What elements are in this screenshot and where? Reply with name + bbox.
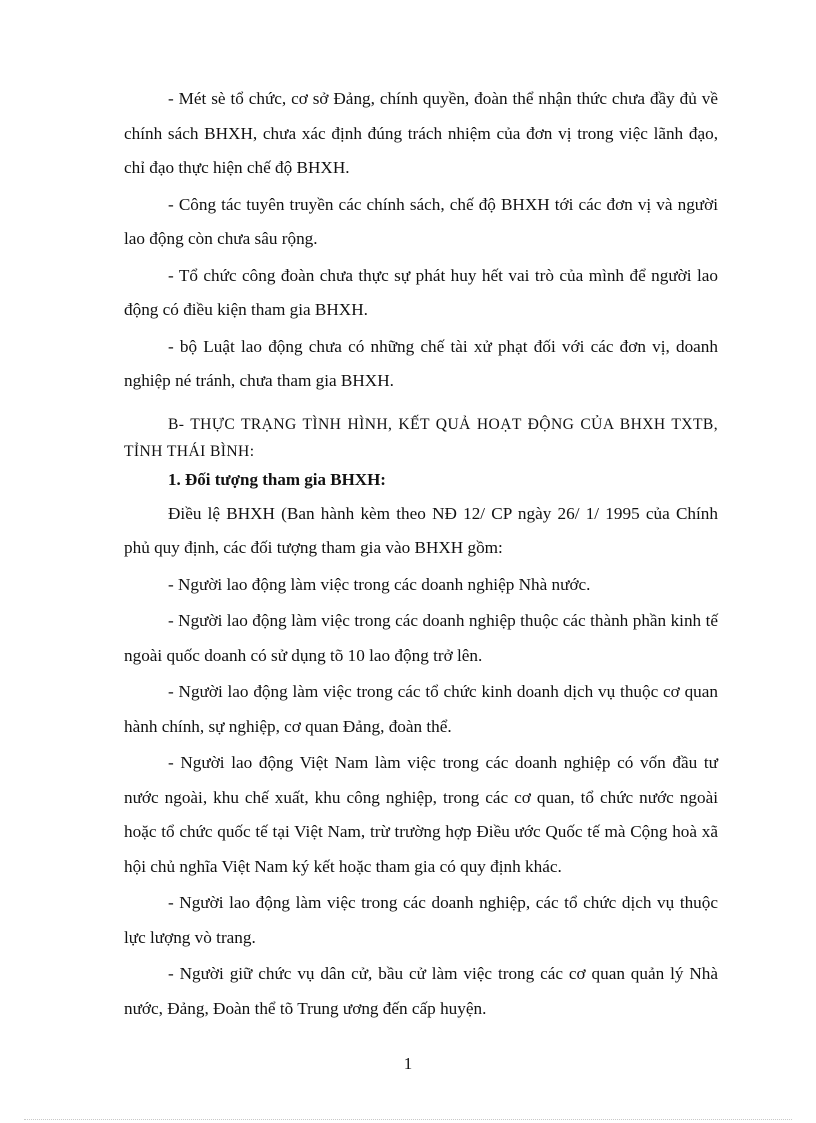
paragraph: - Người lao động làm việc trong các tổ chức kinh doanh dịch vụ thuộc cơ quan hành chính, sự nghiệp, cơ quan Đảng, đoàn thể. bbox=[124, 682, 718, 736]
paragraph: - Mét sè tổ chức, cơ sở Đảng, chính quyền, đoàn thể nhận thức chưa đầy đủ về chính sách BHXH, chưa xác định đúng trách nhiệm của đơn vị trong việc lãnh đạo, chỉ đạo thực hiện chế độ BHXH. bbox=[124, 89, 718, 177]
section-b-heading: B- THỰC TRẠNG TÌNH HÌNH, KẾT QUẢ HOẠT ĐỘNG CỦA BHXH TXTB, TỈNH THÁI BÌNH: bbox=[124, 415, 718, 460]
page-bottom-divider bbox=[24, 1119, 792, 1120]
paragraph: - Công tác tuyên truyền các chính sách, chế độ BHXH tới các đơn vị và người lao động còn chưa sâu rộng. bbox=[124, 194, 718, 248]
paragraph: - Người lao động làm việc trong các doanh nghiệp, các tổ chức dịch vụ thuộc lực lượng vò trang. bbox=[124, 893, 718, 947]
page-number: 1 bbox=[403, 1054, 413, 1073]
paragraph: Điều lệ BHXH (Ban hành kèm theo NĐ 12/ CP ngày 26/ 1/ 1995 của Chính phủ quy định, các đối tượng tham gia vào BHXH gồm: bbox=[124, 503, 718, 557]
page-body bbox=[124, 82, 718, 1028]
paragraph: - bộ Luật lao động chưa có những chế tài xử phạt đối với các đơn vị, doanh nghiệp né tránh, chưa tham gia BHXH. bbox=[124, 336, 718, 390]
paragraph: - Tổ chức công đoàn chưa thực sự phát huy hết vai trò của mình để người lao động có điều kiện tham gia BHXH. bbox=[124, 265, 718, 319]
subsection-title: 1. Đối tượng tham gia BHXH: bbox=[168, 469, 386, 489]
paragraph: - Người lao động làm việc trong các doanh nghiệp Nhà nước. bbox=[168, 574, 591, 594]
paragraph: - Người lao động làm việc trong các doanh nghiệp thuộc các thành phần kinh tế ngoài quốc doanh có sử dụng tõ 10 lao động trở lên. bbox=[124, 611, 718, 665]
paragraph: - Người lao động Việt Nam làm việc trong các doanh nghiệp có vốn đầu tư nước ngoài, khu chế xuất, khu công nghiệp, trong các cơ quan, tổ chức nước ngoài hoặc tổ chức quốc tế tại Việt Nam, trừ trường hợp Điều ước Quốc tế mà Cộng hoà xã hội chủ nghĩa Việt Nam ký kết hoặc tham gia có quy định khác. bbox=[124, 753, 718, 876]
paragraph: - Người giữ chức vụ dân cử, bầu cử làm việc trong các cơ quan quản lý Nhà nước, Đảng, Đoàn thể tõ Trung ương đến cấp huyện. bbox=[124, 964, 718, 1018]
